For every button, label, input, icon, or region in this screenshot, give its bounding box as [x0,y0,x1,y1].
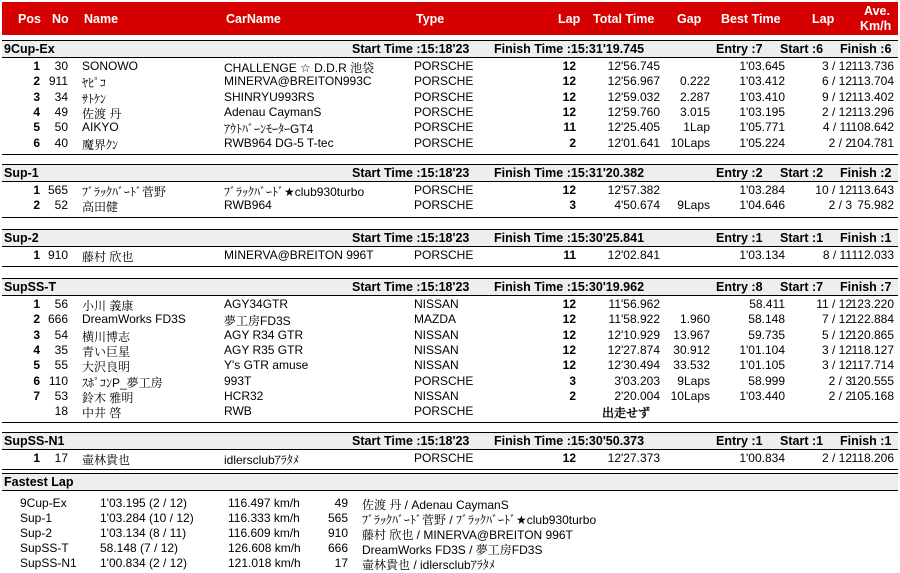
cell-car: ﾌﾞﾗｯｸﾊﾞｰﾄﾞ★club930turbo [224,185,365,199]
cell-lap: 12 [562,104,576,119]
fl-no: 666 [327,541,348,555]
start-time: Start Time :15:18'23 [352,42,470,56]
cell-type: PORSCHE [414,59,474,73]
cell-pos: 3 [33,327,40,342]
cell-ave: 75.982 [857,198,894,213]
cell-name: 壷林貴也 [82,453,131,467]
start-count: Start :7 [780,280,824,294]
fl-speed: 116.609 km/h [228,526,300,540]
cell-lap: 12 [562,74,576,89]
result-row [0,59,900,74]
cell-name: 魔界ｸﾝ [82,137,119,152]
start-count: Start :2 [780,166,824,180]
cell-best: 1'03.412 [739,74,785,89]
cell-gap: 2.287 [679,89,710,104]
cell-ave: 113.643 [851,183,894,197]
cell-bl: 8 / 11 [822,248,852,262]
cell-bl: 2 / 12 [821,104,852,119]
cell-lap: 12 [562,312,576,327]
cell-total: 12'27.874 [607,342,660,357]
start-count: Start :1 [780,434,824,448]
col-no: No [52,12,69,26]
cell-no: 55 [54,358,68,373]
cell-gap: 0.222 [679,74,710,89]
cell-lap: 3 [569,373,576,388]
fl-class: SupSS-N1 [20,556,77,570]
cell-car: Y's GTR amuse [224,358,309,373]
finish-count: Finish :2 [840,166,892,180]
class-header [2,40,898,58]
cell-no: 52 [54,198,68,213]
cell-no: 35 [54,342,68,357]
result-row [0,297,900,312]
cell-bl: 9 / 12 [821,89,852,104]
cell-gap: 1.960 [679,312,710,327]
cell-ave: 120.555 [850,373,894,388]
col-best-time: Best Time [721,12,781,26]
cell-car: ｱｳﾄﾊﾞｰﾝﾓｰﾀｰGT4 [224,122,314,137]
col-total-time: Total Time [593,12,655,26]
fl-no: 565 [327,511,348,525]
result-row [0,404,900,419]
col-name: Name [84,12,119,26]
cell-name: 小川 義康 [82,299,134,313]
cell-ave: 105.168 [850,388,894,403]
cell-lap: 2 [569,388,576,403]
result-row [0,248,900,263]
cell-name: ﾔﾋﾟｺ [82,76,107,91]
cell-pos: 1 [33,183,40,197]
fl-time: 58.148 (7 / 12) [100,541,179,555]
cell-ave: 118.206 [851,451,894,465]
cell-type: NISSAN [414,297,459,311]
fl-no: 910 [327,526,348,540]
cell-gap: 13.967 [673,327,710,342]
cell-no: 53 [54,388,68,403]
cell-type: NISSAN [414,327,459,342]
cell-car: AGY34GTR [224,297,289,311]
cell-no: 50 [54,120,68,135]
result-row [0,389,900,404]
result-row [0,120,900,135]
finish-count: Finish :1 [840,434,892,448]
fl-speed: 116.333 km/h [228,511,300,525]
cell-best: 59.735 [748,327,785,342]
cell-no: 110 [48,373,68,388]
cell-pos: 5 [33,120,40,135]
cell-name: 大沢良明 [82,360,131,375]
cell-best: 1'03.440 [739,388,785,403]
cell-bl: 5 / 12 [821,327,852,342]
cell-bl: 2 / 2 [828,388,852,403]
cell-total: 12'27.373 [607,451,660,465]
class-divider [2,217,898,218]
fastest-lap-header [2,473,898,491]
cell-best: 58.411 [749,297,785,311]
fl-class: 9Cup-Ex [20,496,67,510]
cell-lap: 12 [562,59,576,73]
cell-no: 911 [48,74,68,89]
cell-bl: 3 / 12 [821,59,852,73]
cell-type: PORSCHE [414,135,474,150]
start-time: Start Time :15:18'23 [352,280,470,294]
class-header [2,278,898,296]
result-row [0,198,900,213]
cell-car: 993T [224,373,252,388]
finish-time: Finish Time :15:30'50.373 [494,434,645,448]
entry-count: Entry :7 [716,42,763,56]
cell-bl: 3 / 12 [821,358,852,373]
fl-time: 1'03.284 (10 / 12) [100,511,194,525]
fl-time: 1'03.134 (8 / 11) [100,526,187,540]
cell-gap: 33.532 [673,358,710,373]
start-time: Start Time :15:18'23 [352,231,470,245]
col-kmh: Km/h [860,19,892,33]
finish-time: Finish Time :15:31'19.745 [494,42,645,56]
finish-time: Finish Time :15:30'25.841 [494,231,645,245]
class-name: SupSS-N1 [4,434,65,448]
cell-type: PORSCHE [414,183,474,197]
cell-type: PORSCHE [414,451,474,465]
fastest-lap-row [0,556,900,571]
fl-driver-car: 佐渡 丹 / Adenau CaymanS [362,498,509,512]
cell-lap: 11 [563,120,576,135]
result-row [0,183,900,198]
cell-bl: 2 / 12 [821,451,852,465]
col-gap: Gap [677,12,702,26]
cell-no: 17 [54,451,68,465]
fl-driver-car: ﾌﾞﾗｯｸﾊﾞｰﾄﾞ菅野 / ﾌﾞﾗｯｸﾊﾞｰﾄﾞ★club930turbo [362,513,597,527]
cell-total: 11'58.922 [608,312,660,327]
cell-best: 1'03.284 [739,183,785,197]
cell-pos: 5 [33,358,40,373]
cell-lap: 3 [569,198,576,213]
cell-car: CHALLENGE ☆ D.D.R 池袋 [224,61,375,75]
start-count: Start :1 [780,231,824,245]
cell-name: 鈴木 雅明 [82,390,134,405]
col-best-lap: Lap [812,12,835,26]
cell-best: 1'05.224 [739,135,785,150]
cell-no: 49 [54,104,68,119]
cell-total: 3'03.203 [614,373,660,388]
cell-total: 12'56.745 [607,59,660,73]
cell-ave: 122.884 [850,312,894,327]
cell-bl: 10 / 12 [815,183,852,197]
cell-ave: 108.642 [850,120,894,135]
cell-ave: 113.736 [851,59,894,73]
cell-ave: 120.865 [850,327,894,342]
cell-ave: 113.296 [851,104,894,119]
start-time: Start Time :15:18'23 [352,166,470,180]
cell-lap: 12 [562,183,576,197]
cell-car: 夢工房FD3S [224,314,291,329]
cell-bl: 2 / 3 [828,198,852,213]
cell-no: 34 [54,89,68,104]
entry-count: Entry :1 [716,231,763,245]
cell-no: 56 [54,297,68,311]
cell-car: RWB [224,404,252,419]
fl-time: 1'03.195 (2 / 12) [100,496,188,510]
cell-ave: 113.402 [851,89,894,104]
class-header [2,432,898,450]
cell-pos: 1 [33,297,40,311]
cell-total: 12'30.494 [607,358,660,373]
cell-pos: 4 [33,104,40,119]
cell-total: 12'57.382 [607,183,660,197]
cell-best: 1'03.195 [739,104,785,119]
fl-speed: 126.608 km/h [228,541,301,555]
cell-no: 565 [47,183,68,197]
cell-name: 高田健 [82,200,119,215]
class-header [2,164,898,182]
finish-count: Finish :6 [840,42,892,56]
cell-gap: 10Laps [670,135,710,150]
class-divider [2,154,898,155]
cell-name: 藤村 欣也 [82,250,134,264]
cell-ave: 104.781 [850,135,894,150]
cell-pos: 1 [33,59,40,73]
result-row [0,312,900,327]
start-time: Start Time :15:18'23 [352,434,470,448]
cell-gap: 1Lap [683,120,710,135]
fl-driver-car: 藤村 欣也 / MINERVA@BREITON 996T [362,528,573,542]
cell-car: SHINRYU993RS [224,89,315,104]
cell-total: 12'10.929 [607,327,660,342]
cell-no: 666 [47,312,68,327]
entry-count: Entry :2 [716,166,763,180]
cell-name: 佐渡 丹 [82,106,122,121]
cell-car: AGY R35 GTR [224,342,304,357]
cell-car: MINERVA@BREITON 996T [224,248,374,262]
cell-type: PORSCHE [414,120,474,135]
cell-total: 2'20.004 [614,388,660,403]
cell-type: NISSAN [414,358,459,373]
class-name: 9Cup-Ex [4,42,55,56]
cell-best: 1'03.134 [739,248,785,262]
cell-best: 1'05.771 [739,120,785,135]
cell-best: 1'03.645 [739,59,785,73]
finish-time: Finish Time :15:30'19.962 [494,280,645,294]
cell-best: 58.148 [748,312,785,327]
column-header-bar [2,2,898,35]
fastest-lap-row [0,496,900,511]
cell-pos: 2 [33,74,40,89]
cell-total: 12'02.841 [607,248,660,262]
cell-best: 1'00.834 [739,451,785,465]
cell-lap: 12 [562,89,576,104]
cell-name: 青い巨星 [82,344,131,359]
cell-lap: 2 [569,135,576,150]
fl-driver-car: 壷林貴也 / idlersclubｱﾗﾀﾒ [362,558,495,572]
fl-speed: 116.497 km/h [228,496,300,510]
cell-type: PORSCHE [414,248,474,262]
cell-no: 30 [54,59,68,73]
col-lap: Lap [558,12,581,26]
cell-dns: 出走せず [602,406,651,421]
cell-best: 1'01.105 [739,358,785,373]
cell-name: DreamWorks FD3S [82,312,186,327]
cell-no: 40 [54,135,68,150]
fl-class: Sup-2 [20,526,53,540]
cell-gap: 3.015 [679,104,710,119]
cell-gap: 10Laps [670,388,710,403]
cell-pos: 6 [33,373,40,388]
result-row [0,74,900,89]
cell-pos: 3 [33,89,40,104]
cell-pos: 7 [33,388,40,403]
fl-speed: 121.018 km/h [228,556,301,570]
class-divider [2,422,898,423]
fl-class: Sup-1 [20,511,53,525]
cell-bl: 11 / 12 [816,297,852,311]
cell-best: 1'04.646 [739,198,785,213]
cell-type: PORSCHE [414,373,474,388]
entry-count: Entry :1 [716,434,763,448]
cell-gap: 9Laps [677,373,710,388]
class-name: Sup-1 [4,166,39,180]
class-divider [2,266,898,267]
cell-type: NISSAN [414,342,459,357]
cell-gap: 30.912 [673,342,710,357]
cell-type: PORSCHE [414,104,474,119]
result-row [0,136,900,151]
class-header [2,229,898,247]
col-ave: Ave. [864,4,890,18]
cell-total: 11'56.962 [608,297,660,311]
fl-driver-car: DreamWorks FD3S / 夢工房FD3S [362,543,543,557]
col-carname: CarName [226,12,281,26]
cell-car: idlersclubｱﾗﾀﾒ [224,453,299,467]
class-name: SupSS-T [4,280,57,294]
cell-pos: 1 [33,451,40,465]
cell-lap: 12 [562,297,576,311]
cell-type: PORSCHE [414,198,474,213]
cell-total: 12'59.032 [607,89,660,104]
fastest-lap-title: Fastest Lap [4,475,74,489]
cell-type: PORSCHE [414,404,474,419]
result-row [0,374,900,389]
col-type: Type [416,12,445,26]
cell-no: 18 [54,404,68,419]
cell-name: 中井 啓 [82,406,122,421]
cell-total: 12'59.760 [607,104,660,119]
cell-car: HCR32 [224,388,264,403]
col-pos: Pos [18,12,41,26]
cell-total: 4'50.674 [614,198,660,213]
cell-pos: 4 [33,342,40,357]
cell-name: ｻﾄｹﾝ [82,91,107,106]
finish-count: Finish :1 [840,231,892,245]
fastest-lap-row [0,511,900,526]
cell-type: PORSCHE [414,89,474,104]
result-row [0,90,900,105]
fl-time: 1'00.834 (2 / 12) [100,556,188,570]
cell-best: 1'01.104 [739,342,785,357]
cell-bl: 7 / 12 [821,312,852,327]
cell-name: ｽﾎﾟｺﾝP_夢工房 [82,375,163,390]
cell-ave: 117.714 [851,358,894,373]
cell-name: 横川博志 [82,329,131,344]
cell-lap: 11 [563,248,576,262]
cell-ave: 113.704 [851,74,894,89]
cell-name: ﾌﾞﾗｯｸﾊﾞｰﾄﾞ菅野 [82,185,167,199]
cell-no: 54 [54,327,68,342]
cell-bl: 3 / 12 [821,342,852,357]
cell-type: MAZDA [414,312,456,327]
fl-class: SupSS-T [20,541,69,555]
cell-ave: 123.220 [850,297,894,311]
cell-bl: 2 / 3 [828,373,852,388]
cell-name: AIKYO [82,120,119,135]
cell-bl: 6 / 12 [821,74,852,89]
cell-total: 12'01.641 [607,135,660,150]
cell-type: NISSAN [414,388,459,403]
cell-car: RWB964 DG-5 T-tec [224,135,334,150]
cell-bl: 2 / 2 [828,135,852,150]
result-row [0,328,900,343]
fastest-lap-row [0,541,900,556]
cell-type: PORSCHE [414,74,474,89]
class-name: Sup-2 [4,231,39,245]
cell-car: MINERVA@BREITON993C [224,74,372,89]
cell-lap: 12 [562,342,576,357]
result-row [0,451,900,466]
cell-best: 58.999 [748,373,785,388]
start-count: Start :6 [780,42,824,56]
cell-car: RWB964 [224,198,272,213]
finish-time: Finish Time :15:31'20.382 [494,166,645,180]
cell-pos: 1 [33,248,40,262]
cell-bl: 4 / 11 [822,120,852,135]
cell-ave: 118.127 [851,342,894,357]
cell-pos: 2 [33,312,40,327]
result-row [0,358,900,373]
cell-total: 12'56.967 [607,74,660,89]
cell-lap: 12 [562,358,576,373]
cell-total: 12'25.405 [607,120,660,135]
cell-lap: 12 [562,327,576,342]
result-row [0,105,900,120]
cell-no: 910 [47,248,68,262]
class-divider [2,469,898,470]
fl-no: 49 [334,496,348,510]
fl-no: 17 [334,556,348,570]
cell-pos: 2 [33,198,40,213]
cell-best: 1'03.410 [739,89,785,104]
cell-name: SONOWO [82,59,138,73]
cell-pos: 6 [33,135,40,150]
finish-count: Finish :7 [840,280,892,294]
cell-lap: 12 [562,451,576,465]
fastest-lap-row [0,526,900,541]
entry-count: Entry :8 [716,280,763,294]
cell-car: AGY R34 GTR [224,327,304,342]
cell-gap: 9Laps [677,198,710,213]
cell-ave: 112.033 [851,248,894,262]
cell-car: Adenau CaymanS [224,104,322,119]
result-row [0,343,900,358]
